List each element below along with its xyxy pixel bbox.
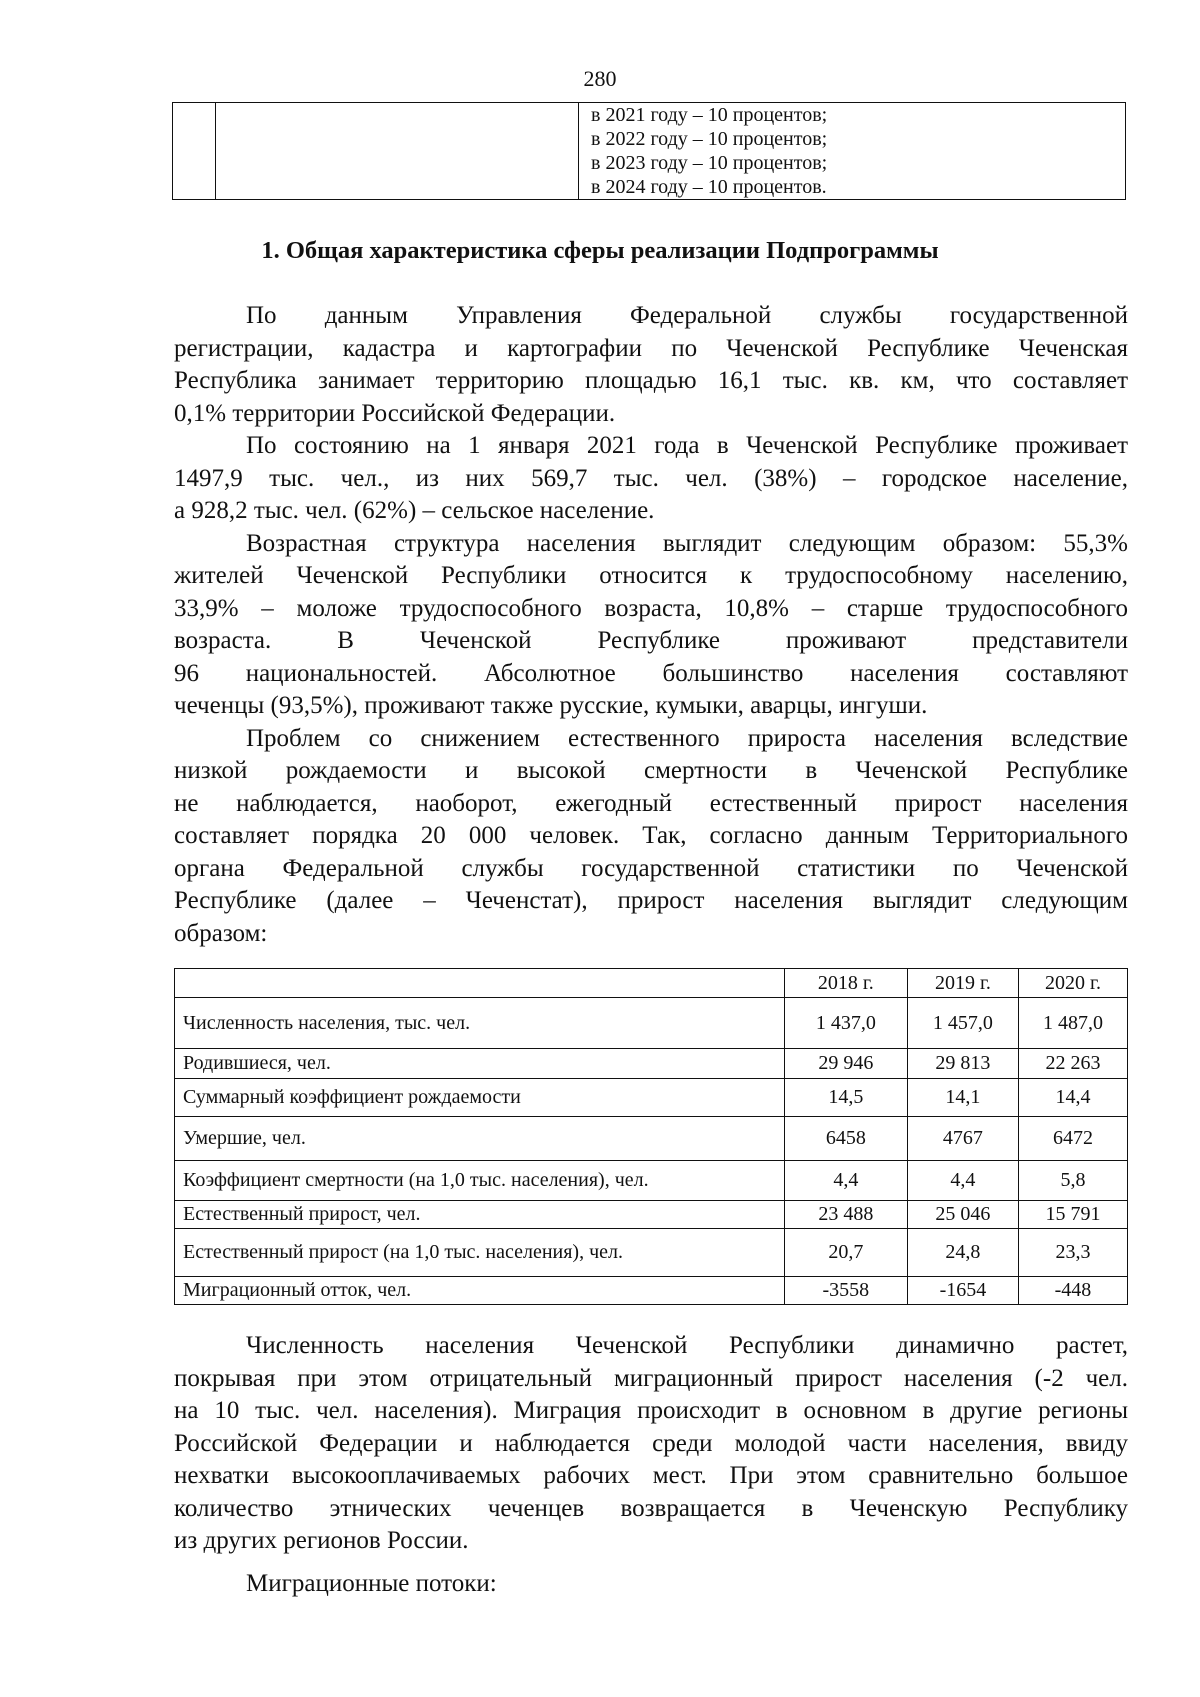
cell-2019: 29 813 — [907, 1049, 1018, 1079]
text-line: а 928,2 тыс. чел. (62%) – сельское население. — [174, 497, 655, 524]
text-line: на 10 тыс. чел. населения). Миграция происходит в основном в другие регионы — [174, 1397, 1128, 1424]
body-text-before-table — [174, 300, 1128, 950]
cell-2020: 14,4 — [1018, 1079, 1127, 1117]
paragraph-natural-growth — [174, 723, 1128, 951]
cell-2018: 1 437,0 — [784, 998, 907, 1049]
cell-2018: 20,7 — [784, 1229, 907, 1277]
text-line: Возрастная структура населения выглядит следующим образом: 55,3% — [246, 529, 1128, 557]
cell-2018: 29 946 — [784, 1049, 907, 1079]
cell-2018: 23 488 — [784, 1201, 907, 1229]
text-line: По данным Управления Федеральной службы государственной — [246, 302, 1128, 329]
cell-2018: -3558 — [784, 1277, 907, 1305]
table-header-row — [175, 969, 1128, 998]
text-line: нехватки высокооплачиваемых рабочих мест. При этом сравнительно большое — [174, 1462, 1128, 1489]
target-line: в 2021 году – 10 процентов; — [591, 104, 828, 126]
page-number: 280 — [583, 66, 617, 91]
cell-2019: 4767 — [907, 1117, 1018, 1161]
row-label: Коэффициент смертности (на 1,0 тыс. населения), чел. — [175, 1161, 785, 1201]
table-header-cell: 2020 г. — [1018, 969, 1127, 998]
row-label: Естественный прирост, чел. — [175, 1201, 785, 1229]
cell-2019: 4,4 — [907, 1161, 1018, 1201]
text-line: чеченцы (93,5%), проживают также русские, кумыки, аварцы, ингуши. — [174, 692, 928, 719]
text-line: 1497,9 тыс. чел., из них 569,7 тыс. чел. (38%) – городское население, — [174, 464, 1128, 492]
cell-2019: 25 046 — [907, 1201, 1018, 1229]
cell-2020: -448 — [1018, 1277, 1127, 1305]
population-stats-table — [174, 968, 1128, 1305]
cell-2020: 22 263 — [1018, 1049, 1127, 1079]
continuation-table-cell-empty-2 — [216, 103, 579, 200]
continuation-table — [172, 102, 1126, 200]
text-line: Миграционные потоки: — [246, 1569, 497, 1597]
table-row — [175, 1117, 1128, 1161]
table-row — [175, 1229, 1128, 1277]
text-line: жителей Чеченской Республики относится к трудоспособному населению, — [174, 562, 1128, 589]
cell-2020: 15 791 — [1018, 1201, 1127, 1229]
paragraph-migration — [174, 1330, 1128, 1558]
text-line: из других регионов России. — [174, 1527, 469, 1554]
cell-2019: 14,1 — [907, 1079, 1018, 1117]
cell-2018: 14,5 — [784, 1079, 907, 1117]
text-line: низкой рождаемости и высокой смертности в Чеченской Республике — [174, 757, 1128, 784]
text-line: регистрации, кадастра и картографии по Чеченской Республике Чеченская — [174, 334, 1128, 362]
table-row — [175, 1277, 1128, 1305]
row-label: Родившиеся, чел. — [175, 1049, 785, 1079]
table-header-cell: 2018 г. — [784, 969, 907, 998]
paragraph-age-structure — [174, 528, 1128, 723]
text-line: органа Федеральной службы государственной статистики по Чеченской — [174, 854, 1128, 882]
text-line: 96 национальностей. Абсолютное большинство населения составляют — [174, 659, 1128, 687]
continuation-table-cell-targets — [579, 103, 1126, 200]
cell-2018: 6458 — [784, 1117, 907, 1161]
row-label: Суммарный коэффициент рождаемости — [175, 1079, 785, 1117]
text-line: Проблем со снижением естественного прироста населения вследствие — [246, 724, 1128, 752]
text-line: возраста. В Чеченской Республике проживают представители — [174, 627, 1128, 654]
paragraph-migration-flows — [174, 1568, 1128, 1601]
cell-2019: 1 457,0 — [907, 998, 1018, 1049]
text-line: По состоянию на 1 января 2021 года в Чеченской Республике проживает — [246, 432, 1128, 459]
paragraph-territory — [174, 300, 1128, 430]
cell-2020: 5,8 — [1018, 1161, 1127, 1201]
table-header-cell — [175, 969, 785, 998]
text-line: покрывая при этом отрицательный миграционный прирост населения (-2 чел. — [174, 1364, 1128, 1392]
cell-2019: 24,8 — [907, 1229, 1018, 1277]
section-title: 1. Общая характеристика сферы реализации Подпрограммы — [261, 237, 939, 264]
cell-2018: 4,4 — [784, 1161, 907, 1201]
table-row — [175, 1079, 1128, 1117]
cell-2020: 23,3 — [1018, 1229, 1127, 1277]
text-line: не наблюдается, наоборот, ежегодный естественный прирост населения — [174, 789, 1128, 817]
cell-2019: -1654 — [907, 1277, 1018, 1305]
text-line: образом: — [174, 919, 268, 947]
cell-2020: 6472 — [1018, 1117, 1127, 1161]
text-line: Российской Федерации и наблюдается среди молодой части населения, ввиду — [174, 1429, 1128, 1457]
table-row — [175, 998, 1128, 1049]
table-header-cell: 2019 г. — [907, 969, 1018, 998]
row-label: Естественный прирост (на 1,0 тыс. населения), чел. — [175, 1229, 785, 1277]
body-text-after-table — [174, 1330, 1128, 1600]
text-line: Республика занимает территорию площадью 16,1 тыс. кв. км, что составляет — [174, 367, 1128, 394]
text-line: 33,9% – моложе трудоспособного возраста, 10,8% – старше трудоспособного — [174, 594, 1128, 622]
target-line: в 2024 году – 10 процентов. — [591, 176, 827, 198]
target-line: в 2022 году – 10 процентов; — [591, 128, 828, 150]
cell-2020: 1 487,0 — [1018, 998, 1127, 1049]
paragraph-population — [174, 430, 1128, 528]
text-line: количество этнических чеченцев возвращается в Чеченскую Республику — [174, 1494, 1128, 1522]
table-row — [175, 1201, 1128, 1229]
text-line: 0,1% территории Российской Федерации. — [174, 399, 616, 427]
row-label: Миграционный отток, чел. — [175, 1277, 785, 1305]
table-row — [175, 1161, 1128, 1201]
row-label: Численность населения, тыс. чел. — [175, 998, 785, 1049]
text-line: Численность населения Чеченской Республики динамично растет, — [246, 1332, 1128, 1359]
target-line: в 2023 году – 10 процентов; — [591, 152, 828, 174]
table-row — [175, 1049, 1128, 1079]
text-line: составляет порядка 20 000 человек. Так, согласно данным Территориального — [174, 822, 1128, 849]
continuation-table-cell-empty-1 — [173, 103, 216, 200]
text-line: Республике (далее – Чеченстат), прирост населения выглядит следующим — [174, 887, 1128, 914]
row-label: Умершие, чел. — [175, 1117, 785, 1161]
